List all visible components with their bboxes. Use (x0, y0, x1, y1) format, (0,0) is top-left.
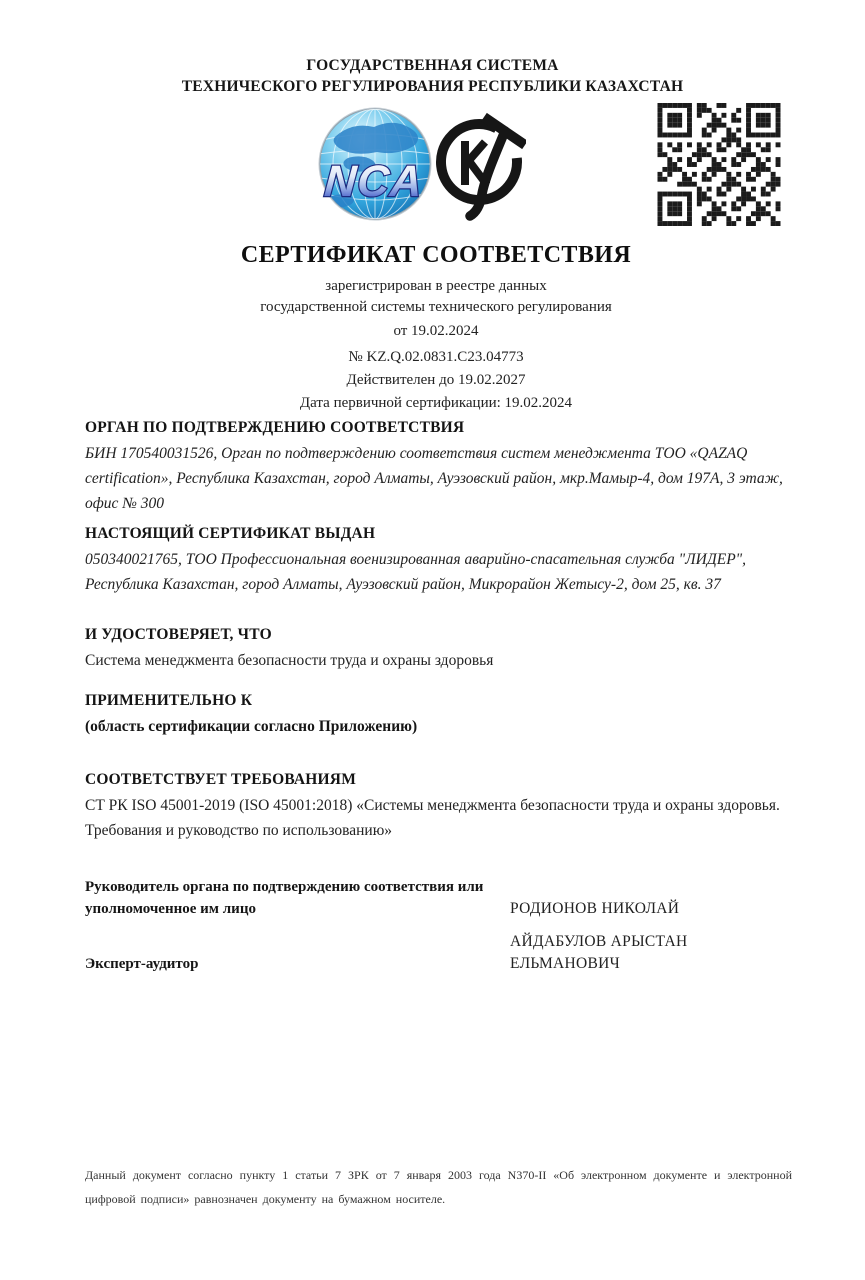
section-body-certification-body: БИН 170540031526, Орган по подтверждению соответствия систем менеджмента ТОО «QAZAQ certification», Республика Казахстан, город Алматы, Ауэзовский район, мкр.Мамыр-4, дом 197А, 3 этаж, офис № 300 (85, 445, 783, 512)
registry-line2: государственной системы технического регулирования (260, 299, 612, 315)
certificate-number: № KZ.Q.02.0831.C23.04773 (348, 349, 524, 365)
globe-icon (308, 106, 442, 228)
state-system-header (0, 55, 865, 97)
section-issued-to (85, 523, 787, 597)
section-applicable-to (85, 690, 787, 739)
signature-name-head-of-body: РОДИОНОВ НИКОЛАЙ (510, 900, 680, 917)
signature-row-expert-auditor (85, 931, 787, 975)
nca-logo-letters: NCA (322, 157, 425, 206)
kt-conformity-mark (432, 110, 526, 222)
legal-footer-note: Данный документ согласно пункту 1 статьи 7 ЗРК от 7 января 2003 года N370-II «Об электронном документе и электронной цифровой подписи» равнозначен документу на бумажном носителе. (85, 1168, 792, 1206)
section-meets-requirements (85, 769, 787, 843)
certificate-body (85, 241, 787, 975)
section-heading-meets-requirements: СООТВЕТСТВУЕТ ТРЕБОВАНИЯМ (85, 771, 357, 788)
signature-label-head-of-body: Руководитель органа по подтверждению соответствия или уполномоченное им лицо (85, 879, 484, 917)
kt-mark-icon (432, 110, 526, 222)
section-body-meets-requirements: СТ РК ISO 45001-2019 (ISO 45001:2018) «Системы менеджмента безопасности труда и охраны здоровья. Требования и руководство по использованию» (85, 797, 780, 839)
signature-name-expert-auditor: АЙДАБУЛОВ АРЫСТАН ЕЛЬМАНОВИЧ (510, 933, 688, 972)
section-certifies-that (85, 624, 787, 673)
valid-until: Действителен до 19.02.2027 (346, 372, 526, 388)
section-body-issued-to: 050340021765, ТОО Профессиональная военизированная аварийно-спасательная служба "ЛИДЕР", Республика Казахстан, город Алматы, Ауэзовский район, Микрорайон Жетысу-2, дом 25, кв. 37 (85, 551, 747, 593)
section-body-applicable-to: (область сертификации согласно Приложению) (85, 718, 418, 735)
signature-row-head-of-body (85, 876, 787, 920)
header-line1: ГОСУДАРСТВЕННАЯ СИСТЕМА (306, 57, 559, 74)
qr-code-pattern (652, 103, 786, 226)
header-line2: ТЕХНИЧЕСКОГО РЕГУЛИРОВАНИЯ РЕСПУБЛИКИ КАЗАХСТАН (181, 78, 684, 95)
signature-label-expert-auditor: Эксперт-аудитор (85, 956, 199, 972)
section-body-certifies-that: Система менеджмента безопасности труда и охраны здоровья (85, 652, 494, 669)
signatures-block (85, 876, 787, 975)
section-heading-issued-to: НАСТОЯЩИЙ СЕРТИФИКАТ ВЫДАН (85, 525, 376, 542)
section-heading-certification-body: ОРГАН ПО ПОДТВЕРЖДЕНИЮ СООТВЕТСТВИЯ (85, 419, 465, 436)
registry-line1: зарегистрирован в реестре данных (325, 278, 547, 294)
qr-code (652, 103, 786, 226)
section-certification-body (85, 417, 787, 516)
section-heading-certifies-that: И УДОСТОВЕРЯЕТ, ЧТО (85, 626, 272, 643)
nca-globe-logo (308, 106, 442, 228)
certificate-title: СЕРТИФИКАТ СООТВЕТСТВИЯ (240, 242, 632, 268)
section-heading-applicable-to: ПРИМЕНИТЕЛЬНО К (85, 692, 253, 709)
registration-date: от 19.02.2024 (393, 323, 479, 339)
first-certification-date: Дата первичной сертификации: 19.02.2024 (299, 395, 573, 411)
